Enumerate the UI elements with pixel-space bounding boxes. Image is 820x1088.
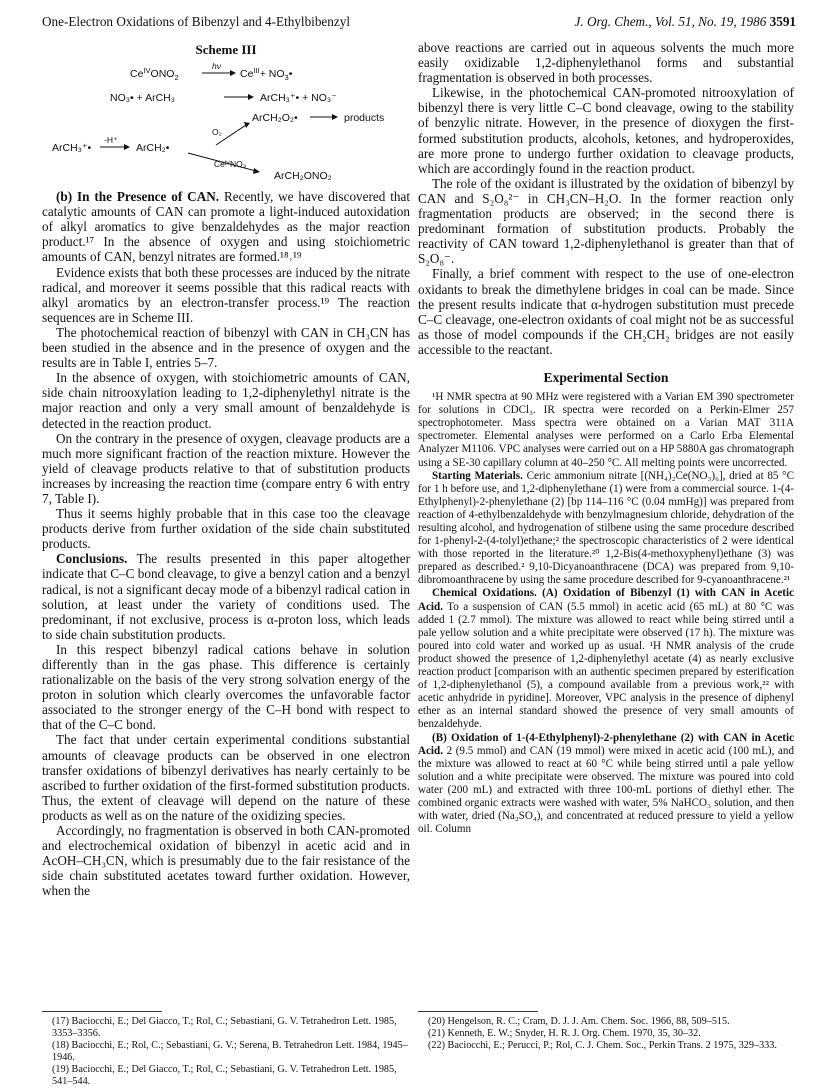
para-conclusions-body: The results presented in this paper altogether indicate that C–C bond cleavage, to give a benzyl cation and a benzyl radical, is not a significant decay mode of a bibenzyl radical cation in solution, at least under the variety of conditions used. The predominant, if not exclusive, process is α-proton loss, which leads to side chain substitution products. — [42, 551, 410, 642]
scheme-arrowhead-o2 — [244, 122, 250, 128]
footnotes-right — [418, 1011, 794, 1052]
para-evidence: Evidence exists that both these processes are induced by the nitrate radical, and moreover it seems possible that this radical reacts with alkyl aromatics by an electron-transfer process.¹⁹ The reaction sequences are in Scheme III. — [42, 264, 410, 325]
scheme-arrowhead-3 — [332, 114, 338, 120]
para-oxidation-b-head: (B) Oxidation of 1-(4-Ethylphenyl)-2-phenylethane (2) with CAN in Acetic Acid. — [418, 731, 794, 757]
left-column — [42, 40, 410, 899]
para-coal: Finally, a brief comment with respect to the use of one-electron oxidants to break the dimethylene bridges in coal can be made. Since the present results indicate that α-hydrogen substitution must precede C–C cleavage, one-electron oxidants of coal might not be as successful as those of model compounds if the CH₂CH₂ bridges are not easily accessible to the reactant. — [418, 266, 794, 357]
para-photochemical: The photochemical reaction of bibenzyl with CAN in CH₃CN has been studied in the absence and in the presence of oxygen and the results are in Table I, entries 5–7. — [42, 324, 410, 371]
scheme-ce-iii: $Ce^{III}+$ $NO_3•$ — [240, 66, 293, 83]
scheme-arrowhead-5 — [253, 168, 260, 174]
scheme-hv-label: hν — [212, 61, 221, 72]
running-header — [42, 14, 796, 34]
scheme-benzyl-nitrate: ArCH₂ONO₂ — [274, 170, 332, 183]
footnote-20: (20) Hengelson, R. C.; Cram, D. J. J. Am. Chem. Soc. 1966, 88, 509–515. — [428, 1016, 730, 1027]
scheme-line2-left: NO₃• + ArCH₃ — [110, 92, 176, 105]
para-can-presence — [42, 189, 410, 264]
scheme-ce-iii-symbol: Ce — [240, 68, 254, 81]
scheme-benzyl-radical: ArCH₂• — [136, 142, 170, 155]
footnotes-left — [42, 1011, 410, 1088]
scheme-products: products — [344, 112, 385, 125]
footnote-22: (22) Baciocchi, E.; Perucci, P.; Rol, C. J. Chem. Soc., Perkin Trans. 2 1975, 329–333. — [428, 1040, 777, 1051]
scheme-radical-cation: ArCH₃⁺• — [52, 142, 92, 155]
footnote-19: (19) Baciocchi, E.; Del Giacco, T.; Rol, C.; Sebastiani, G. V. Tetrahedron Lett. 1985, 541–544. — [52, 1064, 397, 1087]
right-column — [418, 40, 794, 836]
para-can-presence-body: Recently, we have discovered that catalytic amounts of CAN can promote a light-induced autoxidation of alkyl aromatics to give benzaldehydes as the major reaction product.¹⁷ In the absence of oxygen and using stoichiometric amounts of CAN, benzyl nitrates are formed.¹⁸˒¹⁹ — [42, 189, 410, 265]
scheme-minus-h-label: -H⁺ — [104, 135, 118, 146]
para-conclusions — [42, 551, 410, 642]
scheme-arrowhead-1 — [230, 70, 236, 76]
scheme-ce-iv — [130, 66, 179, 82]
para-starting-materials — [418, 470, 794, 588]
footnote-rule-left — [42, 1011, 162, 1012]
scheme-ce-iv-sub: 2 — [174, 73, 179, 83]
para-oxidation-a-head: Chemical Oxidations. (A) Oxidation of Bibenzyl (1) with CAN in Acetic Acid. — [418, 587, 794, 613]
scheme-ceno3-label: CeᴵⱽNO₃ — [214, 159, 247, 170]
scheme-arrowhead-4 — [124, 144, 130, 150]
para-oxidation-b-body: 2 (9.5 mmol) and CAN (19 mmol) were mixed in acetic acid (100 mL), and the mixture was allowed to react at 60 °C while being stirred until a pale yellow solution and a white precipitate were observed. The mixture was poured into cold water (200 mL) and extracted with three 100-mL portions of diethyl ether. The combined organic extracts were washed with water, 5% NaHCO₃ solution, and then with water, dried (Na₂SO₄), and concentrated at reduced pressure to yield a yellow oil. Column — [418, 744, 794, 836]
para-can-presence-head: (b) In the Presence of CAN. — [56, 189, 220, 205]
para-starting-materials-body: Ceric ammonium nitrate [(NH₄)₂Ce(NO₃)₆], dried at 85 °C for 1 h before use, and 1,2-diphenylethane (1) were from a commercial source. 1-(4-Ethylphenyl)-2-phenylethane (2) [bp 114–116 °C (0.04 mmHg)] was prepared from reaction of 4-ethylbenzaldehyde with benzylmagnesium chloride, dehydration of the resulting alcohol, and hydrogenation of stilbene using the same procedure described for 1-phenyl-2-(4-tolyl)ethane;² the spectroscopic characteristics of 2 were identical with those reported in the literature.²⁰ 1,2-Bis(4-methoxyphenyl)ethane (3) was prepared as described.² 9,10-Dicyanoanthracene (DCA) was prepared from 9,10-dibromoanthracene by using the same procedure described for 9-cyanoanthracene.²¹ — [418, 469, 794, 587]
header-journal-citation: J. Org. Chem., Vol. 51, No. 19, 1986 — [574, 14, 767, 29]
footnote-21: (21) Kenneth, E. W.; Snyder, H. R. J. Org. Chem. 1970, 35, 30–32. — [428, 1028, 701, 1039]
para-nitrooxylation: Likewise, in the photochemical CAN-promoted nitrooxylation of bibenzyl there is very little C–C bond cleavage, owing to the stability of benzylic nitrate. However, in the presence of dioxygen the first-formed substitution products, alcohols, ketones, and hydroperoxides, are more prone to undergo further oxidation to cleavage products, which are accordingly found in the reaction product. — [418, 85, 794, 176]
header-journal — [575, 14, 797, 34]
header-page-number: 3591 — [769, 14, 796, 29]
para-cleavage-products: The fact that under certain experimental conditions substantial amounts of cleavage products can be observed in one electron transfer oxidations of bibenzyl derivatives has nearly certainly to be ascribed to further oxidation of the first-formed substitution products. Thus, the extent of cleavage will depend on the nature of these products as well as on the nature of the oxidizing species. — [42, 732, 410, 823]
footnote-rule-right — [418, 1011, 538, 1012]
para-absence-oxygen: In the absence of oxygen, with stoichiometric amounts of CAN, side chain nitrooxylation leading to 1,2-diphenylethyl nitrate is the major reaction and only a very small amount of benzaldehyde is detected in the reaction product. — [42, 370, 410, 431]
para-cleavage-origin: Thus it seems highly probable that in this case too the cleavage products derive from further oxidation of the side chain substituted products. — [42, 506, 410, 552]
scheme-line2-right: ArCH₃⁺• + NO₃⁻ — [260, 92, 337, 105]
para-oxidation-a-body: To a suspension of CAN (5.5 mmol) in acetic acid (65 mL) at 80 °C was added 1 (2.7 mmol). The mixture was allowed to react while being stirred until a pale yellow solution and a white precipitate were observed (17 h). The mixture was poured into cold water and worked up as usual. ¹H NMR analysis of the crude product showed the presence of 1,2-diphenylethyl acetate (4) as nearly exclusive reaction product [comparison with an authentic specimen prepared by esterification of 1,2-diphenylethanol (5), a compound available from a previous work,²² with acetic anhydride in pyridine]. Moreover, VPC analysis in the presence of diphenyl ether as an internal standard showed the presence of very small amounts of benzaldehyde. — [418, 600, 794, 731]
para-solution-vs-gas: In this respect bibenzyl radical cations behave in solution differently than in the gas phase. This difference is certainly rationalizable on the basis of the very strong solvation energy of the proton in solution which clearly overcomes the unfavorable factor associated to the stronger energy of the C–H bond with respect to that of the C–C bond. — [42, 641, 410, 733]
scheme-ce-iii-sub: 3 — [284, 73, 289, 83]
para-conclusions-head: Conclusions. — [56, 551, 128, 567]
scheme-o2-label: O₂ — [212, 127, 222, 138]
header-title: One-Electron Oxidations of Bibenzyl and 4-Ethylbibenzyl — [42, 14, 350, 29]
para-oxidation-a — [418, 587, 794, 731]
scheme-peroxy: ArCH₂O₂• — [252, 112, 298, 125]
para-oxidation-b — [418, 732, 794, 837]
footnote-17: (17) Baciocchi, E.; Del Giacco, T.; Rol, C.; Sebastiani, G. V. Tetrahedron Lett. 1985, 3353–3356. — [52, 1016, 397, 1039]
experimental-section-title: Experimental Section — [543, 369, 669, 385]
para-aqueous: above reactions are carried out in aqueous solvents the much more easily oxidizable 1,2-diphenylethanol forms and substantial fragmentation is observed in both processes. — [418, 40, 794, 86]
para-presence-oxygen: On the contrary in the presence of oxygen, cleavage products are a much more significant fraction of the reaction mixture. However the yield of cleavage products relative to that of substitution products increases by increasing the reaction time (compare entry 6 with entry 7, Table I). — [42, 430, 410, 506]
scheme-diagram — [42, 59, 410, 183]
para-starting-materials-head: Starting Materials. — [432, 469, 523, 482]
reaction-scheme — [42, 59, 410, 183]
footnote-18: (18) Baciocchi, E.; Rol, C.; Sebastiani, G. V.; Serena, B. Tetrahedron Lett. 1984, 1945–1946. — [52, 1040, 408, 1063]
scheme-ce-iv-rest: ONO — [150, 68, 175, 81]
scheme-arrowhead-2 — [248, 94, 254, 100]
para-oxidant-role: The role of the oxidant is illustrated by the oxidation of bibenzyl by CAN and S₂O₈²⁻ in CH₃CN–H₂O. In the former reaction only fragmentation products are observed; in the second there is predominant formation of substitution products. Probably the reactivity of CAN toward 1,2-diphenylethanol is greater than that of S₂O₈⁻. — [418, 175, 794, 267]
scheme-title: Scheme III — [195, 42, 257, 57]
scheme-ce-iv-symbol: Ce — [130, 68, 144, 81]
scheme-ce-iii-rest: + NO — [259, 68, 285, 81]
scheme-ce-iv-ox: IV — [143, 66, 151, 76]
scheme-ce-iii-ox: III — [253, 66, 260, 76]
para-no-fragmentation: Accordingly, no fragmentation is observed in both CAN-promoted and electrochemical oxidation of bibenzyl in acetic acid and in AcOH–CH₃CN, which is presumably due to the fair resistance of the side chain substituted acetates toward further oxidation. However, when the — [42, 823, 410, 899]
experimental-section — [418, 391, 794, 836]
para-instruments: ¹H NMR spectra at 90 MHz were registered with a Varian EM 390 spectrometer for solutions in CDCl₃. IR spectra were recorded on a Perkin-Elmer 257 spectrophotometer. Mass spectra were obtained on a Varian MAT 311A spectrometer. Elemental analyses were performed on a Carlo Erba Elemental Analyzer M1106. VPC analyses were carried out on a HP 5880A gas chromatograph using a SE-30 capillary column at 40–250 °C. All melting points were uncorrected. — [418, 391, 794, 469]
